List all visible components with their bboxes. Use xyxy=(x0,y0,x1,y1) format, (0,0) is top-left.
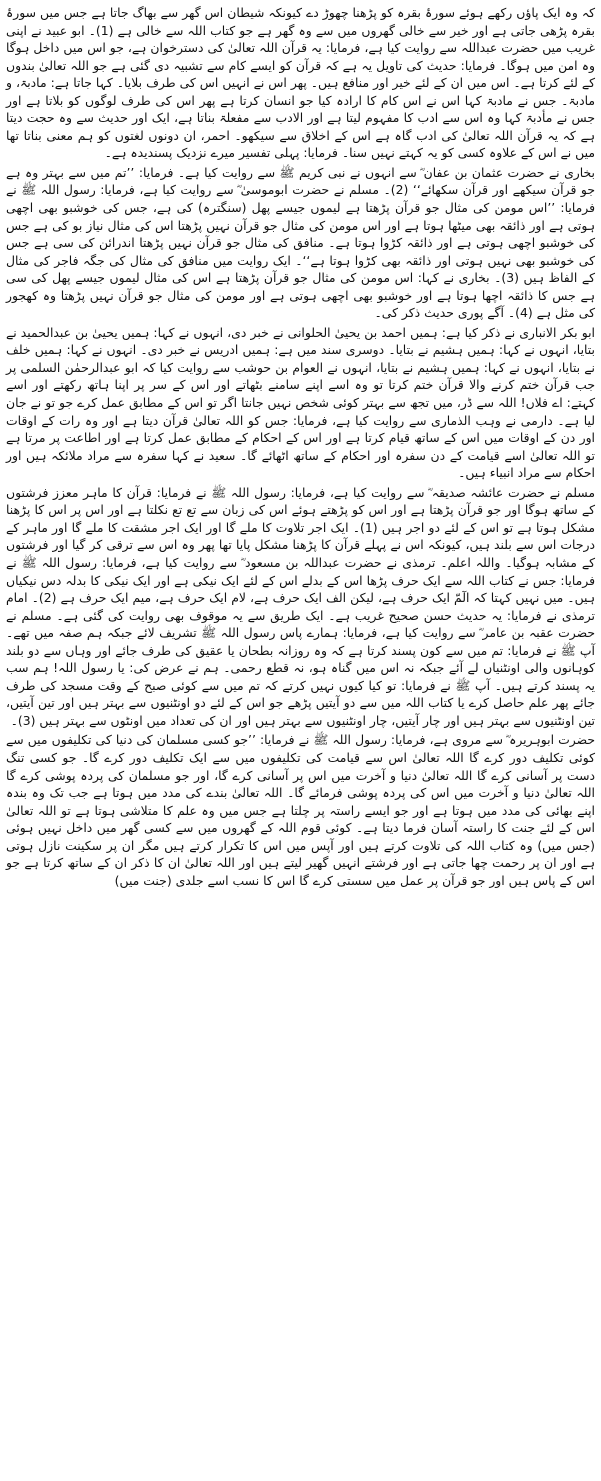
paragraph-2: بخاری نے حضرت عثمان بن عفان ؓ سے انہوں نے نبی کریم ﷺ سے روایت کیا ہے۔ فرمایا: ’’تم میں سے بہتر وہ ہے جو قرآن سیکھے اور قرآن سکھائے‘‘ (2)۔ مسلم نے حضرت ابوموسیٰ ؓ سے روایت کیا ہے، فرمایا: رسول اللہ ﷺ نے فرمایا: ’’اس مومن کی مثال جو قرآن پڑھتا ہے لیموں جیسے پھل (سنگترہ) کی ہے، جس کی خوشبو بھی اچھی ہوتی ہے اور ذائقہ بھی میٹھا ہوتا ہے اور اس مومن کی مثال جو قرآن نہیں پڑھتا اس کی مثال نیاز بو کی ہے جس کی خوشبو اچھی ہوتی ہے اور ذائقہ کڑوا ہوتا ہے۔ منافق کی مثال جو قرآن نہیں پڑھتا اندرائن کی سی ہے جس کی خوشبو بھی نہیں ہوتی اور ذائقہ بھی کڑوا ہوتا ہے‘‘۔ ایک روایت میں منافق کی مثال کی جگہ فاجر کی مثال کے الفاظ ہیں (3)۔ بخاری نے کہا: اس مومن کی مثال جو قرآن پڑھتا ہے اس کی مثال لیموں جیسے پھل کی سی ہے جس کا ذائقہ اچھا ہوتا ہے اور خوشبو بھی اچھی ہوتی ہے اور مومن کی مثال جو قرآن نہیں پڑھتا وہ کھجور کی مثل ہے (4)۔ آگے پوری حدیث ذکر کی۔ xyxy=(6,164,595,321)
paragraph-1: کہ وہ ایک پاؤں رکھے ہوئے سورۂ بقرہ کو پڑھنا چھوڑ دے کیونکہ شیطان اس گھر سے بھاگ جاتا ہے جس میں سورۂ بقرہ پڑھی جاتی ہے اور خیر سے خالی گھروں میں سے وہ گھر ہے جو کتاب اللہ سے خالی ہے (1)۔ ابو عبید نے اپنی غریب میں حضرت عبداللہ سے روایت کیا ہے، فرمایا: یہ قرآن اللہ تعالیٰ کی دسترخوان ہے، جو اس میں داخل ہوگا وہ امن میں ہوگا۔ فرمایا: حدیث کی تاویل یہ ہے کہ قرآن کو ایسے کام سے تشبیہ دی گئی ہے جو اللہ تعالیٰ بندوں کے لئے کرتا ہے۔ اس میں ان کے لئے خیر اور منافع ہیں۔ پھر اس نے انہیں اس کی طرف بلایا۔ کہا جاتا ہے: مادبۃ، و مادبۃ۔ جس نے مادبۃ کہا اس نے اس کام کا ارادہ کیا جو انسان کرتا ہے پھر اس کی طرف لوگوں کو بلاتا ہے اور جس نے مأدبۃ کہا وہ اس سے ادب کا مفہوم لیتا ہے اور الادب سے مفعلۃ بناتا ہے، ایک اور حدیث سے وہ حجت دیتا ہے کہ یہ قرآن اللہ تعالیٰ کی ادب گاہ ہے اس کے اخلاق سے سیکھو۔ احمر، ان دونوں لغتوں کو ہم معنی بناتا تھا میں نے اس کے علاوہ کسی کو یہ کہتے نہیں سنا۔ فرمایا: پہلی تفسیر میرے نزدیک پسندیدہ ہے۔ xyxy=(6,5,595,161)
paragraph-5: حضرت ابوہریرہ ؓ سے مروی ہے، فرمایا: رسول اللہ ﷺ نے فرمایا: ’’جو کسی مسلمان کی دنیا کی تکلیفوں میں سے کوئی تکلیف دور کرے گا اللہ تعالیٰ اس سے قیامت کی تکلیفوں میں سے ایک تکلیف دور کرے گا۔ جو کسی تنگ دست پر آسانی کرے گا اللہ تعالیٰ دنیا و آخرت میں اس پر آسانی کرے گا، اور جو مسلمان کی پردہ پوشی کرے گا اللہ تعالیٰ دنیا و آخرت میں اس کی پردہ پوشی فرمائے گا۔ اللہ تعالیٰ بندے کی مدد میں ہوتا ہے جب تک وہ بندہ اپنے بھائی کی مدد میں ہوتا ہے اور جو ایسے راستہ پر چلتا ہے جس میں وہ علم کا متلاشی ہوتا ہے تو اللہ تعالیٰ اس کے لئے جنت کا راستہ آسان فرما دیتا ہے۔ کوئی قوم اللہ کے گھروں میں سے کسی گھر میں داخل نہیں ہوئی (جس میں) وہ کتاب اللہ کی تلاوت کرتے ہیں اور آپس میں اس کا تکرار کرتے ہیں مگر ان پر سکینت نازل ہوتی ہے اور ان پر رحمت چھا جاتی ہے اور فرشتے انہیں گھیر لیتے ہیں اور اللہ تعالیٰ ان کا ذکر ان کے ساتھ کرتا ہے جو اس کے پاس ہیں اور جو قرآن پر عمل میں سستی کرے گا اس کا نسب اسے جلدی (جنت میں) xyxy=(6,732,595,888)
paragraph-3: ابو بکر الانباری نے ذکر کیا ہے: ہمیں احمد بن یحییٰ الحلوانی نے خبر دی، انہوں نے کہا: ہمیں یحییٰ بن عبدالحمید نے بتایا، انہوں نے کہا: ہمیں ہشیم نے بتایا۔ دوسری سند میں ہے: ہمیں ادریس نے خبر دی۔ انہوں نے کہا: ہمیں خلف نے بتایا، انہوں نے کہا: ہمیں ہشیم نے بتایا، انہوں نے العوام بن حوشب سے روایت کیا کہ ابو عبدالرحمٰن السلمی پر جب قرآن ختم کرنے والا قرآن ختم کرتا تو وہ اسے اپنے سامنے بٹھاتے اور اس کے سر پر اپنا ہاتھ رکھتے اور اسے کہتے: اے فلاں! اللہ سے ڈر، میں تجھ سے بہتر کوئی شخص نہیں جانتا اگر تو اس کے مطابق عمل کرے جو تو نے جان لیا ہے۔ دارمی نے وہب الذماری سے روایت کیا ہے، فرمایا: جس کو اللہ تعالیٰ قرآن دیتا ہے اور وہ رات کے اوقات اور دن کے اوقات میں اس کے ساتھ قیام کرتا ہے اور اس کے احکام کے مطابق عمل کرتا ہے اور اطاعت پر مرتا ہے تو اللہ تعالیٰ اسے قیامت کے دن سفرہ اور احکام کے ساتھ اٹھائے گا۔ سعید نے کہا سفرہ سے مراد ملائکہ ہیں اور احکام سے مراد انبیاء ہیں۔ xyxy=(6,324,595,481)
paragraph-4: مسلم نے حضرت عائشہ صدیقہ ؓ سے روایت کیا ہے، فرمایا: رسول اللہ ﷺ نے فرمایا: قرآن کا ماہر معزز فرشتوں کے ساتھ ہوگا اور جو قرآن پڑھتا ہے اور اس کو پڑھتے ہوئے اس کی زبان سے تع تع نکلتا ہے اور اس پر اس کا پڑھنا مشکل ہوتا ہے تو اس کے لئے دو اجر ہیں (1)۔ ایک اجر تلاوت کا ملے گا اور ایک اجر مشقت کا ملے گا اور ماہر کے درجات اس سے بلند ہیں، کیونکہ اس نے پہلے قرآن کا پڑھنا مشکل پایا تھا پھر وہ اس سے ترقی کر گیا اور فرشتوں کے مشابہ ہوگیا۔ واللہ اعلم۔ ترمذی نے حضرت عبداللہ بن مسعود ؓ سے روایت کیا ہے، فرمایا: رسول اللہ ﷺ نے فرمایا: جس نے کتاب اللہ سے ایک حرف پڑھا اس کے بدلے اس کے لئے ایک نیکی ہے اور ایک نیکی کا بدلہ دس نیکیاں ہیں۔ میں نہیں کہتا کہ الٓمّ ایک حرف ہے، لیکن الف ایک حرف ہے، لام ایک حرف ہے، میم ایک حرف ہے (2)۔ امام ترمذی نے فرمایا: یہ حدیث حسن صحیح غریب ہے۔ ایک طریق سے یہ موقوف بھی روایت کی گئی ہے۔ مسلم نے حضرت عقبہ بن عامر ؓ سے روایت کیا ہے، فرمایا: ہمارے پاس رسول اللہ ﷺ تشریف لائے جبکہ ہم صفہ میں تھے۔ آپ ﷺ نے فرمایا: تم میں سے کون پسند کرتا ہے کہ وہ روزانہ بطحان یا عقیق کی طرف جائے اور وہاں سے دو بلند کوہانوں والی اونٹنیاں لے آئے جبکہ نہ اس میں گناہ ہو، نہ قطع رحمی۔ ہم نے عرض کی: یا رسول اللہ! ہم سب یہ پسند کرتے ہیں۔ آپ ﷺ نے فرمایا: تو کیا کیوں نہیں کرتے کہ تم میں سے کوئی صبح کے وقت مسجد کی طرف جائے پھر علم حاصل کرے یا کتاب اللہ میں سے دو آیتیں پڑھے جو اس کے لئے دو اونٹنیوں سے بہتر ہیں اور تین آیتیں، تین اونٹنیوں سے بہتر ہیں اور چار آیتیں، چار اونٹنیوں سے بہتر ہیں اور ان کی تعداد میں اونٹوں سے بہتر ہیں (3)۔ xyxy=(6,484,596,728)
